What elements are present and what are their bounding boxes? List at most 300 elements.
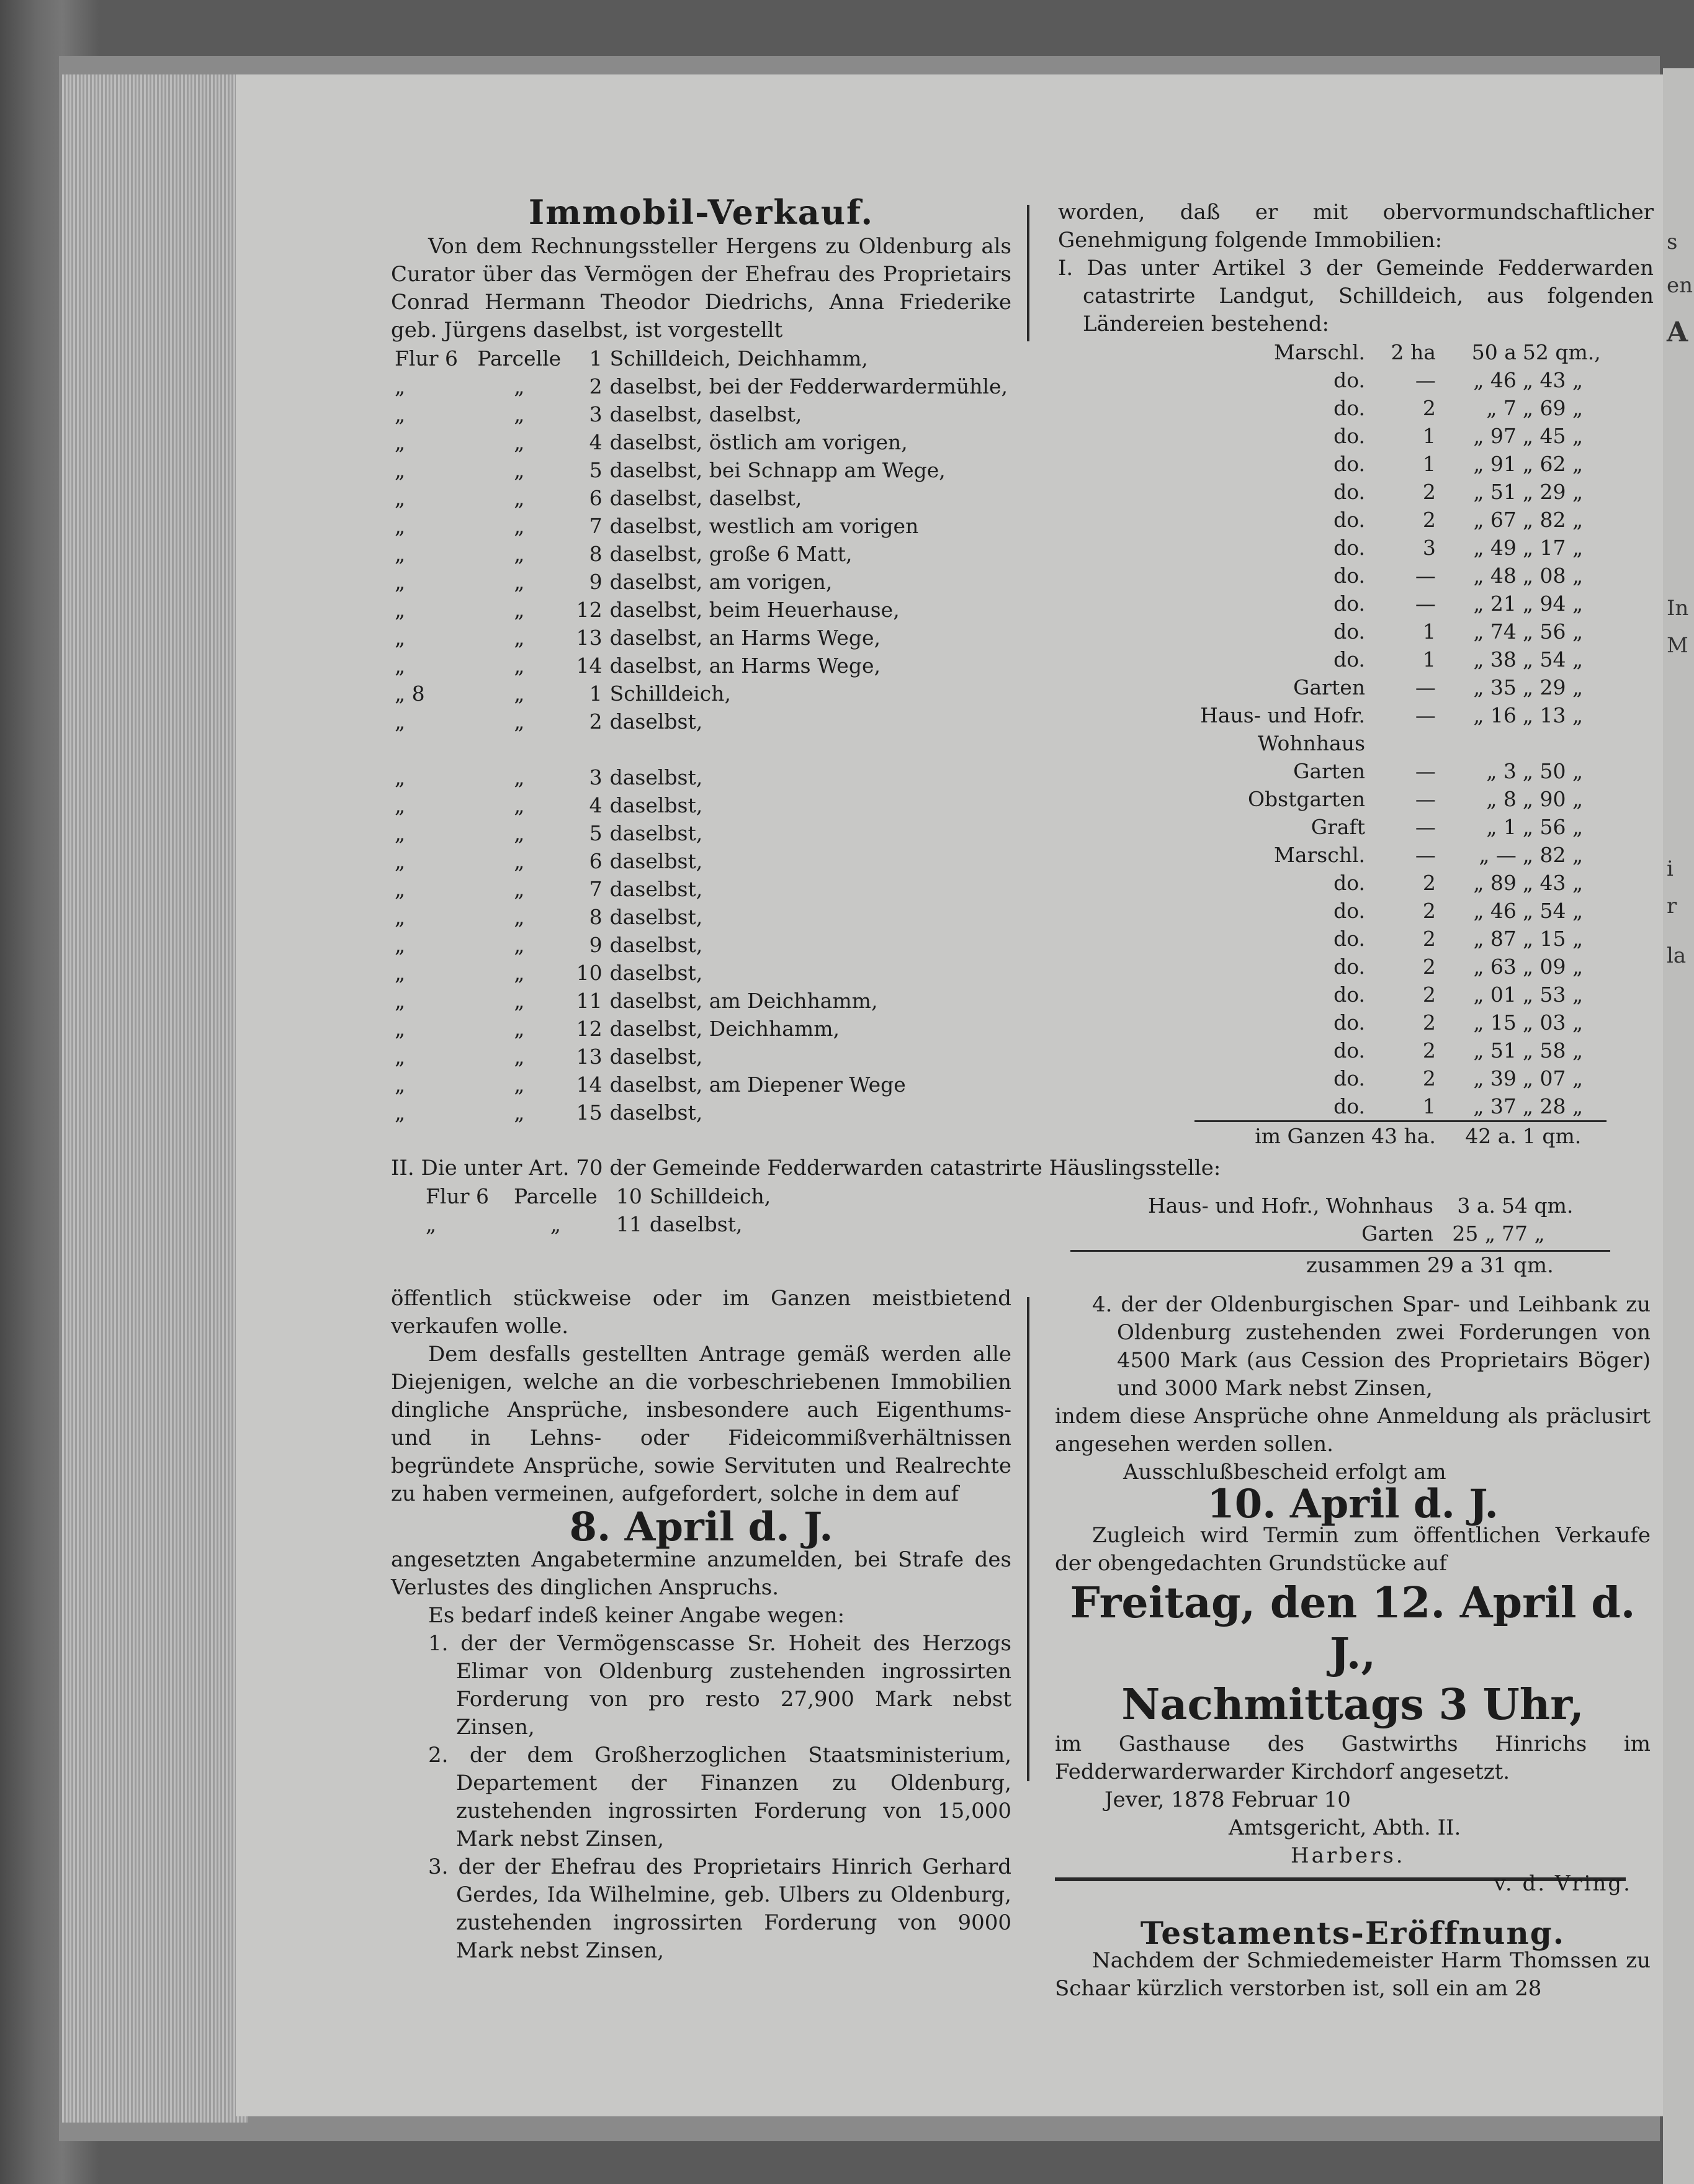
- land-qm: „ 29 „: [1522, 480, 1584, 504]
- land-row: [1194, 506, 1607, 534]
- parcel-number: 3: [589, 402, 603, 426]
- land-qm: [1520, 729, 1607, 757]
- land-kind: do.: [1333, 955, 1365, 979]
- land-row: [1194, 562, 1607, 590]
- land-qm: „ 56 „: [1522, 619, 1584, 644]
- parcel-flur: „: [395, 1045, 406, 1069]
- parcel-number: 12: [576, 598, 603, 622]
- parcel-description: daselbst, westlich am vorigen: [609, 514, 919, 538]
- parcel-label: „: [514, 458, 525, 482]
- parcel-description: daselbst,: [609, 793, 703, 817]
- left-column-lower: [391, 1285, 1011, 1965]
- land-kind: Marschl.: [1274, 843, 1365, 867]
- parcel-row: [391, 512, 1011, 540]
- parcel-description: daselbst, Deichhamm,: [609, 1017, 840, 1041]
- parcel-flur: „: [395, 570, 406, 594]
- land-hectare: 2: [1422, 982, 1436, 1007]
- land-row: [1194, 1009, 1607, 1036]
- paragraph-deadline: angesetzten Angabetermine anzumelden, bei Strafe des Verlustes des dinglichen Anspruchs.: [391, 1547, 1011, 1600]
- parcel-row: [391, 903, 1011, 931]
- parcel-flur: „: [395, 709, 406, 734]
- parcel-flur: „: [395, 821, 406, 845]
- land-hectare: 1: [1422, 452, 1436, 476]
- next-page-fragment: M: [1667, 633, 1688, 658]
- parcel-label: „: [514, 374, 525, 398]
- parcel-description: daselbst,: [609, 933, 703, 957]
- parcel-label: „: [514, 486, 525, 510]
- parcel-description: daselbst, daselbst,: [609, 486, 802, 510]
- parcel-flur: Flur 6: [426, 1184, 489, 1208]
- parcel-flur: „: [395, 905, 406, 929]
- parcel-number: 2: [589, 374, 603, 398]
- parcel-row: [391, 959, 1011, 987]
- section-ii-heading: II. Die unter Art. 70 der Gemeinde Fedderwarden catastrirte Häuslingsstelle:: [391, 1156, 1221, 1180]
- land-qm: „ 50 „: [1522, 759, 1584, 783]
- land-kind: do.: [1333, 396, 1365, 420]
- parcel-description: Schilldeich, Deichhamm,: [609, 346, 868, 371]
- parcel-row: [391, 372, 1011, 400]
- land-hectare: 3: [1422, 536, 1436, 560]
- land-kind: Garten: [1293, 759, 1365, 783]
- parcel-row: [391, 428, 1011, 456]
- parcel-row: [391, 540, 1011, 568]
- parcel-description: daselbst, bei der Fedderwardermühle,: [609, 374, 1008, 398]
- parcel-number: 12: [576, 1017, 603, 1041]
- land-hectare: 2: [1422, 899, 1436, 923]
- land-hectare: 1: [1422, 1094, 1436, 1118]
- land-are: „ 91: [1473, 452, 1517, 476]
- land-qm: „ 29 „: [1522, 675, 1584, 699]
- parcel-flur: [391, 735, 473, 763]
- parcel-label: „: [514, 514, 525, 538]
- parcel-flur: „: [395, 598, 406, 622]
- parcel-label: „: [514, 654, 525, 678]
- parcel-row: [391, 484, 1011, 512]
- column-rule: [1027, 1297, 1029, 1781]
- parcel-label: „: [514, 1017, 525, 1041]
- parcel-number: 5: [589, 821, 603, 845]
- parcel-list: [391, 344, 1011, 1126]
- page-edges: [62, 74, 248, 2123]
- parcel-description: daselbst,: [649, 1212, 743, 1236]
- next-page-fragment: i: [1667, 856, 1674, 881]
- land-are: „ 3: [1486, 759, 1517, 783]
- land-hectare: —: [1415, 759, 1436, 783]
- parcel-row: [391, 819, 1011, 847]
- parcel-number: 13: [576, 1045, 603, 1069]
- land-qm: „ 15 „: [1522, 927, 1584, 951]
- land-hectare: —: [1415, 843, 1436, 867]
- land-hectare: 2: [1422, 927, 1436, 951]
- land-qm: „ 58 „: [1522, 1038, 1584, 1063]
- parcel-number: 14: [576, 1072, 603, 1097]
- land-kind: do.: [1333, 424, 1365, 448]
- exception-item: 3. der der Ehefrau des Proprietairs Hinrich Gerhard Gerdes, Ida Wilhelmine, geb. Ulbers zu Oldenburg, zustehenden ingrossirten Forderung von 9000 Mark nebst Zinsen,: [428, 1854, 1011, 1963]
- parcel-label: „: [514, 793, 525, 817]
- land-kind: do.: [1333, 368, 1365, 392]
- next-page-fragment: In: [1667, 596, 1689, 621]
- land-are: „ 74: [1473, 619, 1517, 644]
- parcel-flur: „: [395, 765, 406, 789]
- parcel-row: [391, 596, 1011, 624]
- land-are: „ 37: [1473, 1094, 1517, 1118]
- land-total-qm: 1 qm.: [1520, 1121, 1607, 1151]
- next-page-fragment: s: [1667, 230, 1678, 254]
- parcel-flur: „: [395, 458, 406, 482]
- parcel-flur: „: [395, 849, 406, 873]
- parcel-label: „: [514, 849, 525, 873]
- land-kind: do.: [1333, 647, 1365, 672]
- land-hectare: —: [1415, 591, 1436, 616]
- parcel-label: „: [514, 1072, 525, 1097]
- land-qm: 52 qm.,: [1522, 340, 1601, 364]
- parcel-flur: „: [395, 933, 406, 957]
- land-are: „ 51: [1473, 1038, 1517, 1063]
- house-section: [1058, 1192, 1654, 1280]
- land-kind: do.: [1333, 871, 1365, 895]
- land-are: „ 49: [1473, 536, 1517, 560]
- land-row: [1194, 645, 1607, 673]
- parcel-label: „: [514, 989, 525, 1013]
- house-total: zusammen 29 a 31 qm.: [1306, 1253, 1554, 1278]
- time-afternoon: Nachmittags 3 Uhr,: [1121, 1680, 1584, 1730]
- parcel-number: 1: [589, 346, 603, 371]
- auction-location: im Gasthause des Gastwirths Hinrichs im Fedderwarderwarder Kirchdorf angesetzt.: [1055, 1732, 1651, 1784]
- land-are: 50 a: [1471, 340, 1517, 364]
- parcel-description: daselbst, östlich am vorigen,: [609, 430, 908, 454]
- intro-paragraph: Von dem Rechnungssteller Hergens zu Oldenburg als Curator über das Vermögen der Ehefrau des Proprietairs Conrad Hermann Theodor Diedrichs, Anna Friederike geb. Jürgens daselbst, ist vorgestellt: [391, 234, 1011, 343]
- land-qm: „ 17 „: [1522, 536, 1584, 560]
- parcel-number: 9: [589, 933, 603, 957]
- parcel-row: [391, 847, 1011, 875]
- exception-list: [428, 1630, 1011, 1965]
- land-kind: do.: [1333, 1066, 1365, 1090]
- land-kind: Obstgarten: [1248, 787, 1365, 811]
- land-row: [1194, 841, 1607, 869]
- land-hectare: —: [1415, 368, 1436, 392]
- parcel-description: daselbst, am vorigen,: [609, 570, 833, 594]
- land-total-kind: im Ganzen: [1194, 1121, 1368, 1151]
- parcel-row: [391, 1043, 1011, 1071]
- parcel-description: daselbst,: [609, 849, 703, 873]
- parcel-row: [422, 1210, 774, 1238]
- parcel-description: daselbst,: [609, 1100, 703, 1125]
- parcel-description: daselbst,: [609, 905, 703, 929]
- parcel-label: „: [514, 961, 525, 985]
- land-are: „ 35: [1473, 675, 1517, 699]
- land-kind: do.: [1333, 564, 1365, 588]
- next-page-fragment: r: [1667, 894, 1677, 919]
- parcel-row: [391, 1071, 1011, 1099]
- parcel-flur: „: [395, 1017, 406, 1041]
- parcel-flur: „: [395, 877, 406, 901]
- parcel-label: „: [514, 430, 525, 454]
- parcel-number: 4: [589, 793, 603, 817]
- next-page-fragment: A: [1667, 317, 1688, 348]
- land-qm: „ 56 „: [1522, 815, 1584, 839]
- parcel-number: [565, 735, 606, 763]
- land-are: „ 46: [1473, 899, 1517, 923]
- section-i-heading: I. Das unter Artikel 3 der Gemeinde Fedderwarden catastrirte Landgut, Schilldeich, aus folgenden Ländereien bestehend:: [1058, 256, 1654, 336]
- land-row: [1194, 925, 1607, 953]
- parcel-number: 7: [589, 877, 603, 901]
- land-hectare: 2: [1422, 1010, 1436, 1035]
- land-kind: Marschl.: [1274, 340, 1365, 364]
- land-kind: do.: [1333, 480, 1365, 504]
- land-row: [1194, 869, 1607, 897]
- right-column: [1058, 199, 1654, 1150]
- house-table: [1083, 1192, 1604, 1247]
- land-are: „ 21: [1473, 591, 1517, 616]
- parcel-number: 11: [616, 1212, 642, 1236]
- land-qm: „ 08 „: [1522, 564, 1584, 588]
- parcel-row: [391, 400, 1011, 428]
- house-qm: 54 qm.: [1502, 1193, 1574, 1218]
- parcel-row: [391, 931, 1011, 959]
- parcel-number: 1: [589, 681, 603, 706]
- paragraph-exceptions: Es bedarf indeß keiner Angabe wegen:: [428, 1603, 845, 1628]
- land-row: [1194, 366, 1607, 394]
- parcel-number: 8: [589, 905, 603, 929]
- parcel-flur: „: [395, 486, 406, 510]
- paragraph-sale: öffentlich stückweise oder im Ganzen meistbietend verkaufen wolle.: [391, 1286, 1011, 1339]
- parcel-number: 2: [589, 709, 603, 734]
- parcel-row: [391, 652, 1011, 680]
- land-are: „ 87: [1473, 927, 1517, 951]
- land-row: [1194, 1092, 1607, 1121]
- land-qm: „ 13 „: [1522, 703, 1584, 727]
- land-are: „ 63: [1473, 955, 1517, 979]
- parcel-row: [391, 1015, 1011, 1043]
- parcel-description: daselbst, daselbst,: [609, 402, 802, 426]
- parcel-description: daselbst,: [609, 1045, 703, 1069]
- parcel-flur: „: [395, 402, 406, 426]
- land-qm: „ 43 „: [1522, 871, 1584, 895]
- land-row: [1194, 981, 1607, 1009]
- parcel-number: 11: [576, 989, 603, 1013]
- land-row: [1194, 590, 1607, 618]
- land-hectare: 1: [1422, 647, 1436, 672]
- parcel-description: daselbst, große 6 Matt,: [609, 542, 853, 566]
- parcel-label: „: [514, 1045, 525, 1069]
- parcel-row: [391, 763, 1011, 791]
- land-kind: do.: [1333, 982, 1365, 1007]
- parcel-number: 10: [576, 961, 603, 985]
- parcel-description: Schilldeich,: [649, 1184, 771, 1208]
- land-total-ha: 43 ha.: [1368, 1121, 1439, 1151]
- parcel-label: „: [514, 765, 525, 789]
- land-are: „ —: [1479, 843, 1517, 867]
- land-qm: „ 45 „: [1522, 424, 1584, 448]
- parcel-flur: „: [395, 793, 406, 817]
- parcel-row: [391, 568, 1011, 596]
- parcel-flur: „: [395, 542, 406, 566]
- parcel-flur: „: [395, 1100, 406, 1125]
- parcel-row: [391, 735, 1011, 763]
- paragraph-preclusion: indem diese Ansprüche ohne Anmeldung als präclusirt angesehen werden sollen.: [1055, 1404, 1651, 1457]
- land-hectare: —: [1415, 787, 1436, 811]
- date-april-10: 10. April d. J.: [1207, 1481, 1499, 1527]
- parcel-number: 4: [589, 430, 603, 454]
- land-row: [1194, 338, 1607, 366]
- land-row: [1194, 701, 1607, 729]
- parcel-row: [391, 987, 1011, 1015]
- house-row: [1083, 1220, 1604, 1247]
- parcel-label: „: [514, 598, 525, 622]
- land-qm: „ 54 „: [1522, 899, 1584, 923]
- land-hectare: 2: [1422, 480, 1436, 504]
- land-total-a: 42 a.: [1439, 1121, 1520, 1151]
- parcel-description: daselbst,: [609, 961, 703, 985]
- parcel-description: daselbst, an Harms Wege,: [609, 626, 881, 650]
- parcel-label: „: [514, 570, 525, 594]
- land-row: [1194, 953, 1607, 981]
- parcel-flur: „: [426, 1212, 437, 1236]
- land-are: „ 16: [1473, 703, 1517, 727]
- land-are: „ 89: [1473, 871, 1517, 895]
- land-kind: do.: [1333, 536, 1365, 560]
- parcel-number: 9: [589, 570, 603, 594]
- land-row: [1194, 422, 1607, 450]
- land-kind: do.: [1333, 591, 1365, 616]
- land-are: „ 51: [1473, 480, 1517, 504]
- land-row: [1194, 673, 1607, 701]
- land-hectare: 2: [1422, 955, 1436, 979]
- house-are: 25 „: [1452, 1221, 1495, 1246]
- land-hectare: 2: [1422, 508, 1436, 532]
- parcel-description: [606, 735, 1011, 763]
- date-friday-april-12: Freitag, den 12. April d. J.,: [1070, 1578, 1636, 1679]
- judge-name: Harbers.: [1291, 1843, 1405, 1868]
- land-row: [1194, 534, 1607, 562]
- parcel-label: Parcelle: [477, 346, 562, 371]
- paragraph-claims: Dem desfalls gestellten Antrage gemäß werden alle Diejenigen, welche an die vorbeschriebenen Immobilien dingliche Ansprüche, insbesondere auch Eigenthums- und in Lehns- oder Fideicommißverhältnissen begründete Ansprüche, sowie Servituten und Realrechte zu haben vermeinen, aufgefordert, solche in dem auf: [391, 1342, 1011, 1506]
- parcel-label: „: [514, 542, 525, 566]
- parcel-row: [391, 708, 1011, 735]
- right-column-lower: [1055, 1291, 1651, 2003]
- house-are: 3 a.: [1457, 1193, 1495, 1218]
- land-row: [1194, 729, 1607, 757]
- next-page-fragment: la: [1667, 943, 1687, 968]
- parcel-label: „: [514, 821, 525, 845]
- land-qm: „ 90 „: [1522, 787, 1584, 811]
- parcel-row: [391, 344, 1011, 372]
- house-kind: Garten: [1361, 1221, 1433, 1246]
- land-row: [1194, 785, 1607, 813]
- parcel-number: 6: [589, 849, 603, 873]
- land-row: [1194, 478, 1607, 506]
- land-qm: „ 03 „: [1522, 1010, 1584, 1035]
- next-page-edge: [1663, 68, 1694, 2184]
- land-kind: do.: [1333, 1010, 1365, 1035]
- land-qm: „ 54 „: [1522, 647, 1584, 672]
- parcel-row: [391, 875, 1011, 903]
- heading-testaments-eroeffnung: Testaments-Eröffnung.: [1140, 1915, 1566, 1951]
- parcel-flur: „: [395, 654, 406, 678]
- house-row: [1083, 1192, 1604, 1220]
- date-april-8: 8. April d. J.: [569, 1504, 833, 1550]
- land-hectare: —: [1415, 675, 1436, 699]
- land-are: „ 48: [1473, 564, 1517, 588]
- land-qm: „ 62 „: [1522, 452, 1584, 476]
- land-row: [1194, 897, 1607, 925]
- ausschluss-text: Ausschlußbescheid erfolgt am: [1123, 1460, 1446, 1485]
- house-qm: 77 „: [1502, 1221, 1545, 1246]
- parcel-flur: „: [395, 989, 406, 1013]
- parcel-number: 8: [589, 542, 603, 566]
- court-name: Amtsgericht, Abth. II.: [1229, 1815, 1461, 1840]
- parcel-number: 5: [589, 458, 603, 482]
- parcel-description: Schilldeich,: [609, 681, 732, 706]
- parcel-number: 7: [589, 514, 603, 538]
- parcel-number: 13: [576, 626, 603, 650]
- land-row: [1194, 618, 1607, 645]
- parcel-description: daselbst, an Harms Wege,: [609, 654, 881, 678]
- parcel-number: 3: [589, 765, 603, 789]
- section-ii-list: [422, 1182, 774, 1238]
- land-hectare: 2: [1422, 1038, 1436, 1063]
- parcel-number: 6: [589, 486, 603, 510]
- testament-text: Nachdem der Schmiedemeister Harm Thomssen zu Schaar kürzlich verstorben ist, soll ein am 28: [1055, 1948, 1651, 2001]
- parcel-label: „: [514, 933, 525, 957]
- land-are: „ 7: [1486, 396, 1517, 420]
- parcel-description: daselbst, am Diepener Wege: [609, 1072, 906, 1097]
- parcel-row: [391, 680, 1011, 708]
- parcel-row: [422, 1182, 774, 1210]
- exception-item: 1. der der Vermögenscasse Sr. Hoheit des Herzogs Elimar von Oldenburg zustehenden ingrossirten Forderung von pro resto 27,900 Mark nebst Zinsen,: [428, 1631, 1011, 1740]
- parcel-description: daselbst,: [609, 709, 703, 734]
- next-page-fragment: en: [1667, 273, 1693, 298]
- land-qm: „ 69 „: [1522, 396, 1584, 420]
- land-row: [1194, 1036, 1607, 1064]
- heading-immobil-verkauf: Immobil-Verkauf.: [528, 192, 874, 232]
- land-are: „ 8: [1486, 787, 1517, 811]
- right-intro: worden, daß er mit obervormundschaftlicher Genehmigung folgende Immobilien:: [1058, 200, 1654, 253]
- parcel-label: Parcelle: [514, 1184, 598, 1208]
- parcel-flur: „: [395, 1072, 406, 1097]
- parcel-flur: „: [395, 626, 406, 650]
- land-are: „ 97: [1473, 424, 1517, 448]
- land-kind: do.: [1333, 452, 1365, 476]
- land-hectare: 1: [1422, 424, 1436, 448]
- land-are: „ 39: [1473, 1066, 1517, 1090]
- land-row: [1194, 1064, 1607, 1092]
- land-hectare: —: [1415, 703, 1436, 727]
- land-qm: „ 09 „: [1522, 955, 1584, 979]
- land-qm: „ 53 „: [1522, 982, 1584, 1007]
- exception-item-4: 4. der der Oldenburgischen Spar- und Leihbank zu Oldenburg zustehenden zwei Forderungen von 4500 Mark (aus Cession des Proprietairs Böger) und 3000 Mark nebst Zinsen,: [1092, 1292, 1651, 1401]
- exception-item: 2. der dem Großherzoglichen Staatsministerium, Departement der Finanzen zu Oldenburg, zustehenden ingrossirten Forderung von 15,000 Mark nebst Zinsen,: [428, 1743, 1011, 1851]
- parcel-label: „: [514, 877, 525, 901]
- parcel-label: „: [514, 905, 525, 929]
- land-qm: „ 07 „: [1522, 1066, 1584, 1090]
- land-are: „ 15: [1473, 1010, 1517, 1035]
- parcel-description: daselbst,: [609, 821, 703, 845]
- parcel-flur: Flur 6: [395, 346, 458, 371]
- parcel-label: [473, 735, 565, 763]
- land-are: [1439, 729, 1520, 757]
- land-are: „ 1: [1486, 815, 1517, 839]
- parcel-label: „: [550, 1212, 561, 1236]
- land-are: „ 67: [1473, 508, 1517, 532]
- left-column: [391, 192, 1011, 1126]
- land-row: [1194, 450, 1607, 478]
- land-row: [1194, 394, 1607, 422]
- land-hectare: 2: [1422, 396, 1436, 420]
- land-hectare: 1: [1422, 619, 1436, 644]
- land-kind: do.: [1333, 927, 1365, 951]
- paragraph-auction: Zugleich wird Termin zum öffentlichen Verkaufe der obengedachten Grundstücke auf: [1055, 1523, 1651, 1576]
